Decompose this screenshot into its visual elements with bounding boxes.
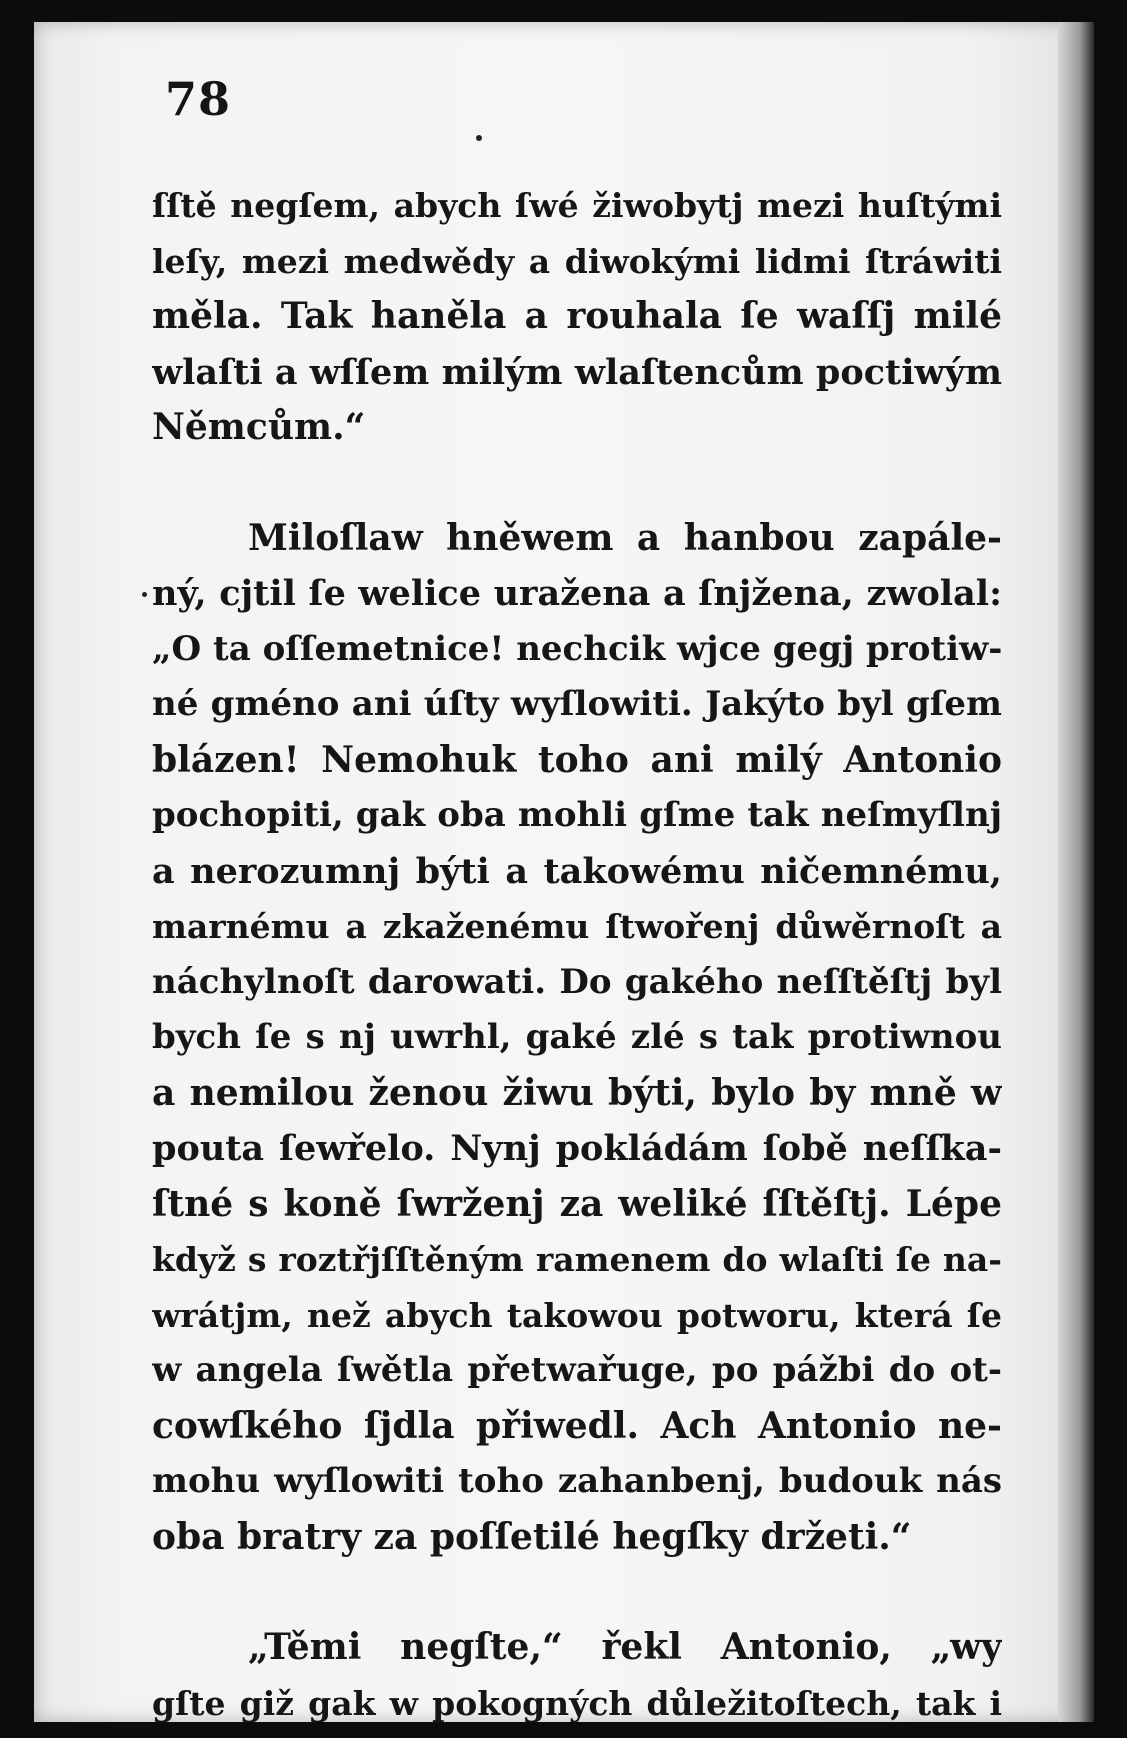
text-line: měla. Tak haněla a rouhala ſe waſſj milé (152, 295, 1002, 337)
text-line: náchylnoſt darowati. Do gakého neſſtěſtj byl (152, 961, 1002, 1002)
text-line: a nerozumnj býti a takowému ničemnému, (152, 850, 1002, 892)
text-line: pochopiti, gak oba mohli gſme tak neſmyſlnj (152, 795, 1002, 835)
text-line: oba bratry za poſſetilé hegſky držeti.“ (152, 1515, 912, 1558)
ink-speck (476, 135, 482, 141)
page-edge-shadow (1058, 22, 1094, 1722)
text-line: Němcům.“ (152, 406, 366, 448)
text-line: „O ta oſſemetnice! nechcik wjce gegj protiw- (152, 628, 1002, 669)
text-line: mohu wyſlowiti toho zahanbenj, budouk nás (152, 1461, 1002, 1501)
text-line: wlaſti a wſſem milým wlaſtencům poctiwým (152, 351, 1002, 393)
paragraph-gap (152, 1565, 1002, 1620)
text-line: ſſtě negſem, abych ſwé žiwobytj mezi huſtými (152, 186, 1002, 225)
text-line: né gméno ani úſty wyſlowiti. Jakýto byl gſem (152, 684, 1002, 724)
text-line: „Těmi negſte,“ řekl Antonio, „wy (248, 1626, 1002, 1668)
text-line: leſy, mezi medwědy a diwokými lidmi ſtráwiti (152, 241, 1002, 281)
text-line: a nemilou ženou žiwu býti, bylo by mně w (152, 1071, 1002, 1114)
text-line: w angela ſwětla přetwařuge, po pážbi do ot- (152, 1350, 1002, 1390)
text-line: když s roztřjſſtěným ramenem do wlaſti ſe na- (152, 1240, 1002, 1279)
body-text (152, 178, 1002, 1731)
text-line: Miloſlaw hněwem a hanbou zapále- (248, 516, 1002, 559)
ink-speck (142, 592, 147, 597)
page-number: 78 (165, 72, 232, 126)
text-line: wrátjm, než abych takowou potworu, která ſe (152, 1295, 1002, 1335)
text-line: blázen! Nemohuk toho ani milý Antonio (152, 738, 1002, 781)
text-line: gſte giž gak w pokogných důležitoſtech, tak i (152, 1683, 1002, 1723)
text-line: cowſkého ſjdla přiwedl. Ach Antonio ne- (152, 1404, 1002, 1447)
text-line: bych ſe s nj uwrhl, gaké zlé s tak protiwnou (152, 1017, 1002, 1057)
paragraph-gap (152, 456, 1002, 511)
text-line: ný, cjtil ſe welice uražena a ſnjžena, zwolal: (152, 573, 1002, 614)
text-line: ſtné s koně ſwrženj za weliké ſſtěſtj. Lépe (152, 1182, 1002, 1225)
text-line: marnému a zkaženému ſtwořenj důwěrnoſt a (152, 907, 1002, 946)
text-line: pouta ſewřelo. Nynj pokládám ſobě neſſka- (152, 1128, 1002, 1169)
